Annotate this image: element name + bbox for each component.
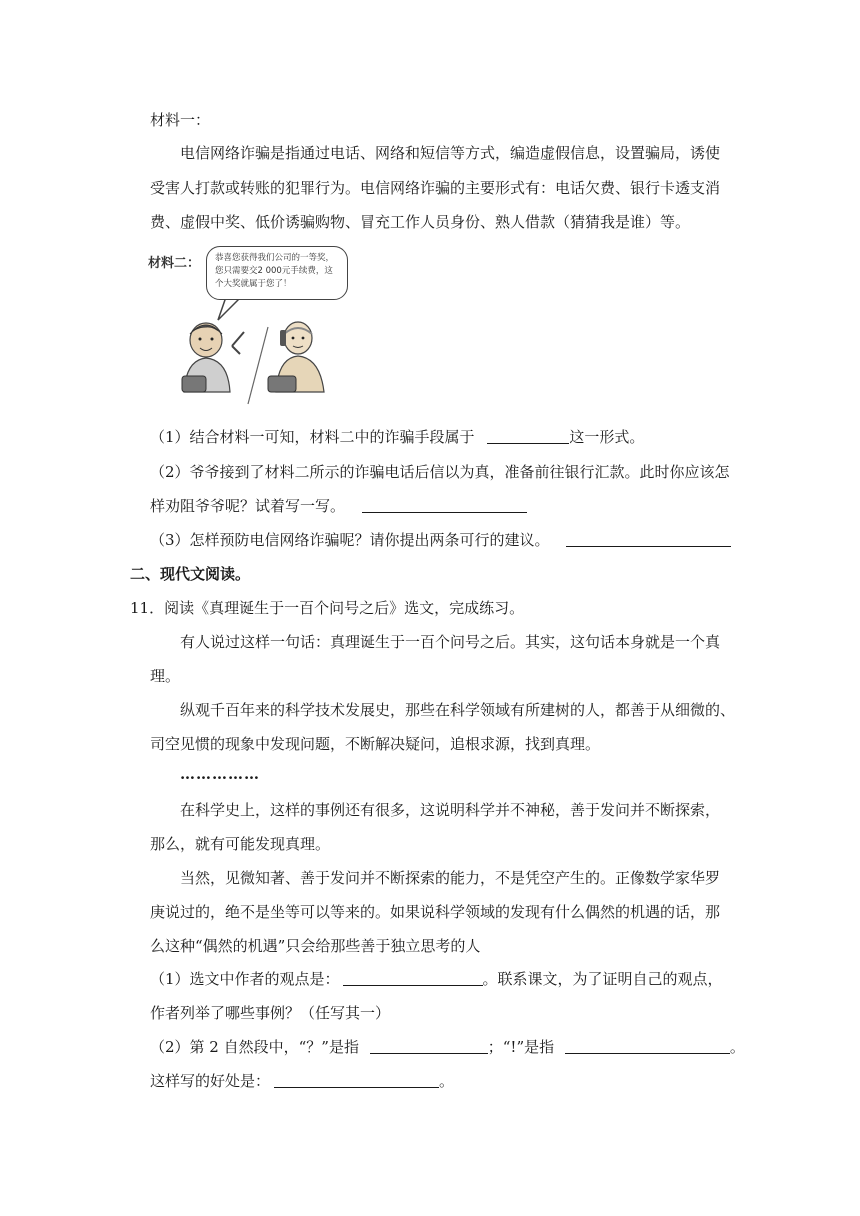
question-1-text: （1）结合材料一可知，材料二中的诈骗手段属于 — [150, 428, 475, 446]
sub-question-2 — [150, 1037, 745, 1057]
question-1-after: 这一形式。 — [569, 428, 645, 446]
sub-question-1 — [150, 969, 723, 989]
sub-question-1-text-b: 。联系课文，为了证明自己的观点， — [482, 970, 723, 988]
material1-line2: 受害人打款或转账的犯罪行为。电信网络诈骗的主要形式有：电话欠费、银行卡透支消 — [150, 179, 721, 197]
passage-p3-line2: 那么，就有可能发现真理。 — [150, 835, 331, 853]
sub-question-1-text-a: （1）选文中作者的观点是： — [150, 970, 340, 988]
passage-p2-line1: 纵观千百年来的科学技术发展史，那些在科学领域有所建树的人，都善于从细微的、 — [180, 701, 736, 719]
passage-p2-line2: 司空见惯的现象中发现问题，不断解决疑问，追根求源，找到真理。 — [150, 735, 601, 753]
passage-p4-line1: 当然，见微知著、善于发问并不断探索的能力，不是凭空产生的。正像数学家华罗 — [180, 869, 721, 887]
answer-blank-viewpoint[interactable] — [343, 971, 483, 986]
question-11-intro: 11．阅读《真理诞生于一百个问号之后》选文，完成练习。 — [130, 599, 525, 617]
answer-blank-3[interactable] — [566, 532, 731, 547]
passage-ellipsis: …………… — [180, 765, 260, 783]
sub-question-2-text-b: ；“!”是指 — [487, 1038, 555, 1056]
answer-blank-exclamation[interactable] — [565, 1039, 730, 1054]
sub-question-2-line2 — [150, 1071, 454, 1091]
speech-bubble — [206, 246, 348, 300]
material1-heading: 材料一： — [150, 111, 211, 129]
speech-bubble-text: 恭喜您获得我们公司的一等奖，您只需要交2 000元手续费，这个大奖就属于您了！ — [215, 253, 335, 289]
passage-p1-line1: 有人说过这样一句话：真理诞生于一百个问号之后。其实，这句话本身就是一个真 — [180, 633, 721, 651]
passage-p4-line3: 么这种“偶然的机遇”只会给那些善于独立思考的人 — [150, 937, 481, 955]
question-3 — [150, 530, 731, 550]
question-2-line1: （2）爷爷接到了材料二所示的诈骗电话后信以为真，准备前往银行汇款。此时你应该怎 — [150, 463, 730, 481]
sub-question-1-line2: 作者列举了哪些事例？（任写其一） — [150, 1004, 391, 1022]
section-2-title: 二、现代文阅读。 — [130, 565, 251, 583]
sub-question-2-line2-text-a: 这样写的好处是： — [150, 1072, 271, 1090]
passage-p1-line2: 理。 — [150, 667, 181, 685]
material1-line3: 费、虚假中奖、低价诱骗购物、冒充工作人员身份、熟人借款（猜猜我是谁）等。 — [150, 213, 691, 231]
question-3-text: （3）怎样预防电信网络诈骗呢？请你提出两条可行的建议。 — [150, 531, 550, 549]
material2-illustration — [148, 242, 348, 407]
sub-question-2-text-a: （2）第 2 自然段中，“？”是指 — [150, 1038, 359, 1056]
answer-blank-question-mark[interactable] — [370, 1039, 488, 1054]
answer-blank-benefit[interactable] — [274, 1073, 439, 1088]
sub-question-2-line2-text-b: 。 — [439, 1072, 455, 1090]
answer-blank-2[interactable] — [362, 498, 527, 513]
question-2-text: 样劝阻爷爷呢？试着写一写。 — [150, 497, 346, 515]
material1-line1: 电信网络诈骗是指通过电话、网络和短信等方式，编造虚假信息，设置骗局，诱使 — [180, 144, 721, 162]
sub-question-2-text-c: 。 — [729, 1038, 745, 1056]
answer-blank-1[interactable] — [487, 429, 569, 444]
question-2-line2 — [150, 496, 527, 516]
question-1 — [150, 427, 644, 447]
material2-heading: 材料二： — [148, 256, 201, 271]
passage-p3-line1: 在科学史上，这样的事例还有很多，这说明科学并不神秘，善于发问并不断探索， — [180, 801, 721, 819]
passage-p4-line2: 庚说过的，绝不是坐等可以等来的。如果说科学领域的发现有什么偶然的机遇的话，那 — [150, 903, 721, 921]
